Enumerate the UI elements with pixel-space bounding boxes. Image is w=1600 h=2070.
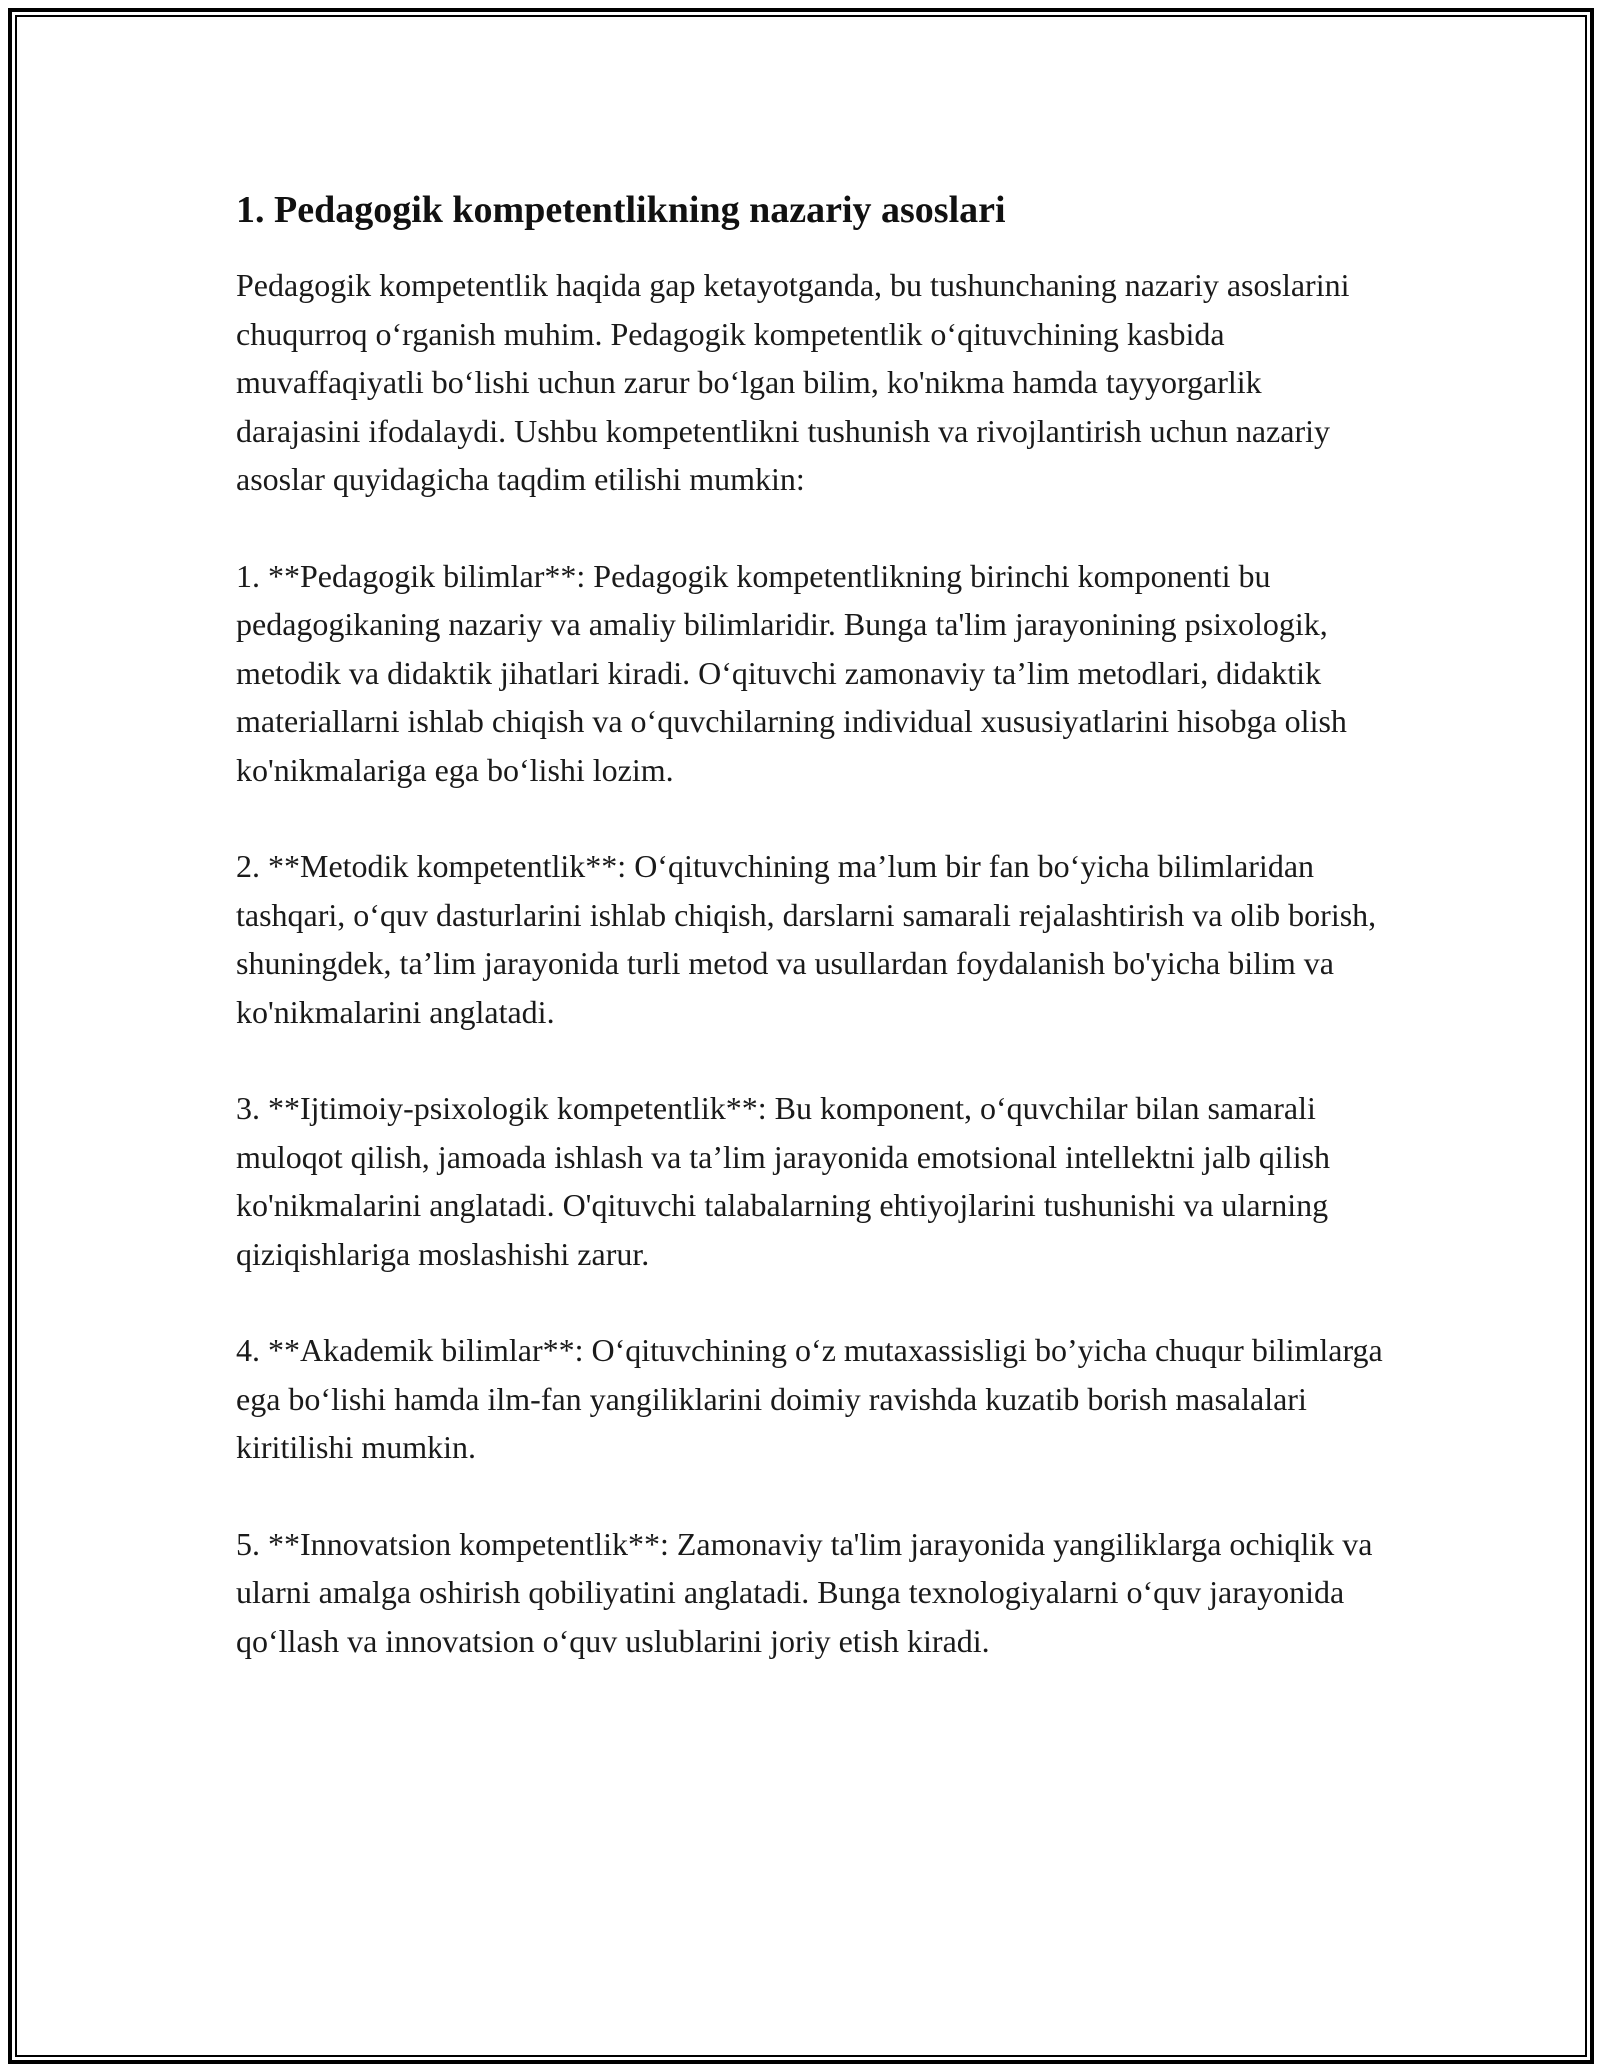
section-heading: 1. Pedagogik kompetentlikning nazariy asoslari bbox=[236, 189, 1006, 231]
paragraph-academic-knowledge: 4. **Akademik bilimlar**: O‘qituvchining o‘z mutaxassisligi bo’yicha chuqur bilimlarga ega bo‘lishi hamda ilm-fan yangiliklarini doimiy ravishda kuzatib borish masalalari kiritilishi mumkin. bbox=[236, 1332, 1391, 1465]
paragraph-methodical-competence: 2. **Metodik kompetentlik**: O‘qituvchining ma’lum bir fan bo‘yicha bilimlaridan tashqari, o‘quv dasturlarini ishlab chiqish, darslarni samarali rejalashtirish va olib borish, shuningdek, ta’lim jarayonida turli metod va usullardan foydalanish bo'yicha bilim va ko'nikmalarini anglatadi. bbox=[236, 848, 1385, 1030]
paragraph-socio-psychological-competence: 3. **Ijtimoiy-psixologik kompetentlik**: Bu komponent, o‘quvchilar bilan samarali muloqot qilish, jamoada ishlash va ta’lim jarayonida emotsional intellektni jalb qilish ko'nikmalarini anglatadi. O'qituvchi talabalarning ehtiyojlarini tushunishi va ularning qiziqishlariga moslashishi zarur. bbox=[236, 1090, 1339, 1272]
paragraph-pedagogical-knowledge: 1. **Pedagogik bilimlar**: Pedagogik kompetentlikning birinchi komponenti bu pedagogikaning nazariy va amaliy bilimlaridir. Bunga ta'lim jarayonining psixologik, metodik va didaktik jihatlari kiradi. O‘qituvchi zamonaviy ta’lim metodlari, didaktik materiallarni ishlab chiqish va o‘quvchilarning individual xususiyatlarini hisobga olish ko'nikmalariga ega bo‘lishi lozim. bbox=[236, 557, 1355, 788]
document-body bbox=[236, 187, 1391, 1713]
page-border bbox=[8, 8, 1594, 2064]
paragraph-innovative-competence: 5. **Innovatsion kompetentlik**: Zamonaviy ta'lim jarayonida yangiliklarga ochiqlik va ularni amalga oshirish qobiliyatini anglatadi. Bunga texnologiyalarni o‘quv jarayonida qo‘llash va innovatsion o‘quv uslublarini joriy etish kiradi. bbox=[236, 1525, 1381, 1659]
intro-paragraph: Pedagogik kompetentlik haqida gap ketayotganda, bu tushunchaning nazariy asoslarini chuqurroq o‘rganish muhim. Pedagogik kompetentlik o‘qituvchining kasbida muvaffaqiyatli bo‘lishi uchun zarur bo‘lgan bilim, ko'nikma hamda tayyorgarlik darajasini ifodalaydi. Ushbu kompetentlikni tushunish va rivojlantirish uchun nazariy asoslar quyidagicha taqdim etilishi mumkin: bbox=[236, 267, 1358, 497]
